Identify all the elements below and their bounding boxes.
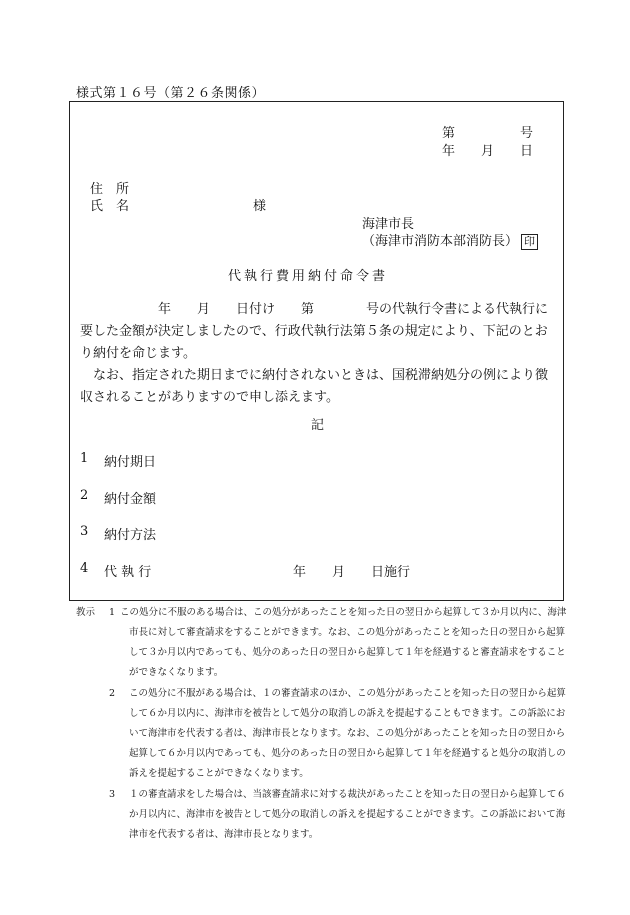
- notes-section: [76, 603, 572, 845]
- note-number: 2: [109, 688, 116, 699]
- item-3: [80, 524, 157, 543]
- honorific: 様: [253, 199, 267, 214]
- issuer-fire-chief: [362, 230, 538, 250]
- document-body: [80, 299, 556, 409]
- note-1: [76, 603, 572, 683]
- document-number: 第 号: [442, 126, 534, 141]
- item-number: 2: [80, 488, 89, 503]
- item-label: 納付期日: [104, 455, 157, 470]
- issuer-fire-chief-text: （海津市消防本部消防長）: [362, 234, 519, 249]
- note-text: この処分に不服がある場合は、１の審査請求のほか、この処分があったことを知った日の翌日から起算して６か月以内に、海津市を被告として処分の取消しの訴えを提起することもできます。この訴訟において海津市を代表する者は、海津市長となります。なお、この処分があったことを知った日の翌日から起算して６か月以内であっても、処分のあった日の翌日から起算して１年を経過すると処分の取消しの訴えを提起することができなくなります。: [129, 688, 566, 779]
- note-number: 1: [109, 607, 116, 618]
- notes-label: 教示: [76, 607, 96, 618]
- item-2: [80, 488, 157, 507]
- note-3: [76, 785, 572, 845]
- item-label: 代 執 行: [104, 565, 152, 580]
- item-number: 3: [80, 524, 89, 539]
- document-title: 代執行費用納付命令書: [228, 269, 389, 284]
- item-label: 納付方法: [104, 528, 157, 543]
- ki-heading: 記: [311, 418, 325, 433]
- seal-mark: 印: [521, 234, 538, 250]
- item-number: 1: [80, 451, 89, 466]
- form-number: 様式第１６号（第２６条関係）: [76, 86, 266, 101]
- body-paragraph-2: なお、指定された期日までに納付されないときは、国税滞納処分の例により徴収されることがありますので申し添えます。: [80, 368, 549, 405]
- document-frame: [69, 101, 564, 601]
- note-number: 3: [109, 789, 116, 800]
- item-1: [80, 451, 157, 470]
- issuer-mayor: 海津市長: [362, 217, 415, 232]
- note-text: この処分に不服のある場合は、この処分があったことを知った日の翌日から起算して３か月以内に、海津市長に対して審査請求をすることができます。なお、この処分があったことを知った日の翌日から起算して３か月以内であっても、処分のあった日の翌日から起算して１年を経過すると審査請求をすることができなくなります。: [120, 607, 567, 678]
- item-value: 年 月 日施行: [293, 565, 411, 580]
- document-date: 年 月 日: [442, 144, 534, 159]
- item-label: 納付金額: [104, 492, 157, 507]
- item-4: [80, 561, 411, 580]
- note-text: １の審査請求をした場合は、当該審査請求に対する裁決があったことを知った日の翌日から起算して６か月以内に、海津市を被告として処分の取消しの訴えを提起することができます。この訴訟において海津市を代表する者は、海津市長となります。: [129, 789, 566, 840]
- body-paragraph-1: 年 月 日付け 第 号の代執行令書による代執行に要した金額が決定しましたので、行政代執行法第５条の規定により、下記のとおり納付を命じます。: [80, 302, 549, 361]
- address-label: 住 所: [90, 182, 130, 197]
- name-label: 氏 名: [90, 199, 130, 214]
- note-2: [76, 684, 572, 784]
- item-number: 4: [80, 561, 89, 576]
